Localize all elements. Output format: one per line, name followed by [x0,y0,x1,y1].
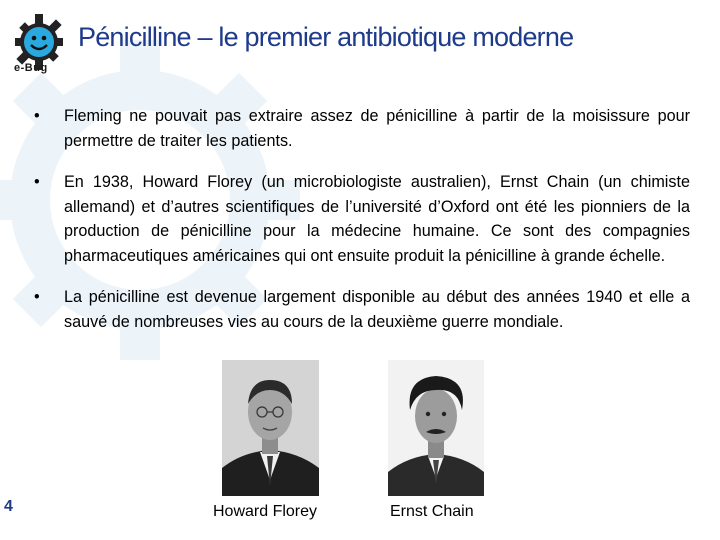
bullet-text: En 1938, Howard Florey (un microbiologiste australien), Ernst Chain (un chimiste allemand) et d’autres scientifiques de l’université d’Oxford ont été les pionniers de la production de pénicilline pour la médecine humaine. Ce sont des compagnies pharmaceutiques américaines qui ont ensuite produit la pénicilline à grande échelle. [64,173,690,265]
logo-text: e-Bug [14,62,48,74]
photo-howard-florey [222,360,319,496]
bullet-text: Fleming ne pouvait pas extraire assez de pénicilline à partir de la moisissure pour permettre de traiter les patients. [64,107,690,150]
bullet-dot: • [34,173,40,191]
bullet-dot: • [34,107,40,125]
caption-ernst-chain: Ernst Chain [390,503,474,520]
bullet-text: La pénicilline est devenue largement disponible au début des années 1940 et elle a sauvé de nombreuses vies au cours de la deuxième guerre mondiale. [64,288,690,331]
bullet-item [34,170,690,268]
slide-title: Pénicilline – le premier antibiotique moderne [78,22,574,52]
photo-ernst-chain [388,360,484,496]
caption-howard-florey: Howard Florey [213,503,318,520]
bullet-dot: • [34,288,40,306]
page-number: 4 [4,498,13,515]
bullet-item [34,285,690,334]
bullet-list [34,104,690,351]
bullet-item [34,104,690,153]
